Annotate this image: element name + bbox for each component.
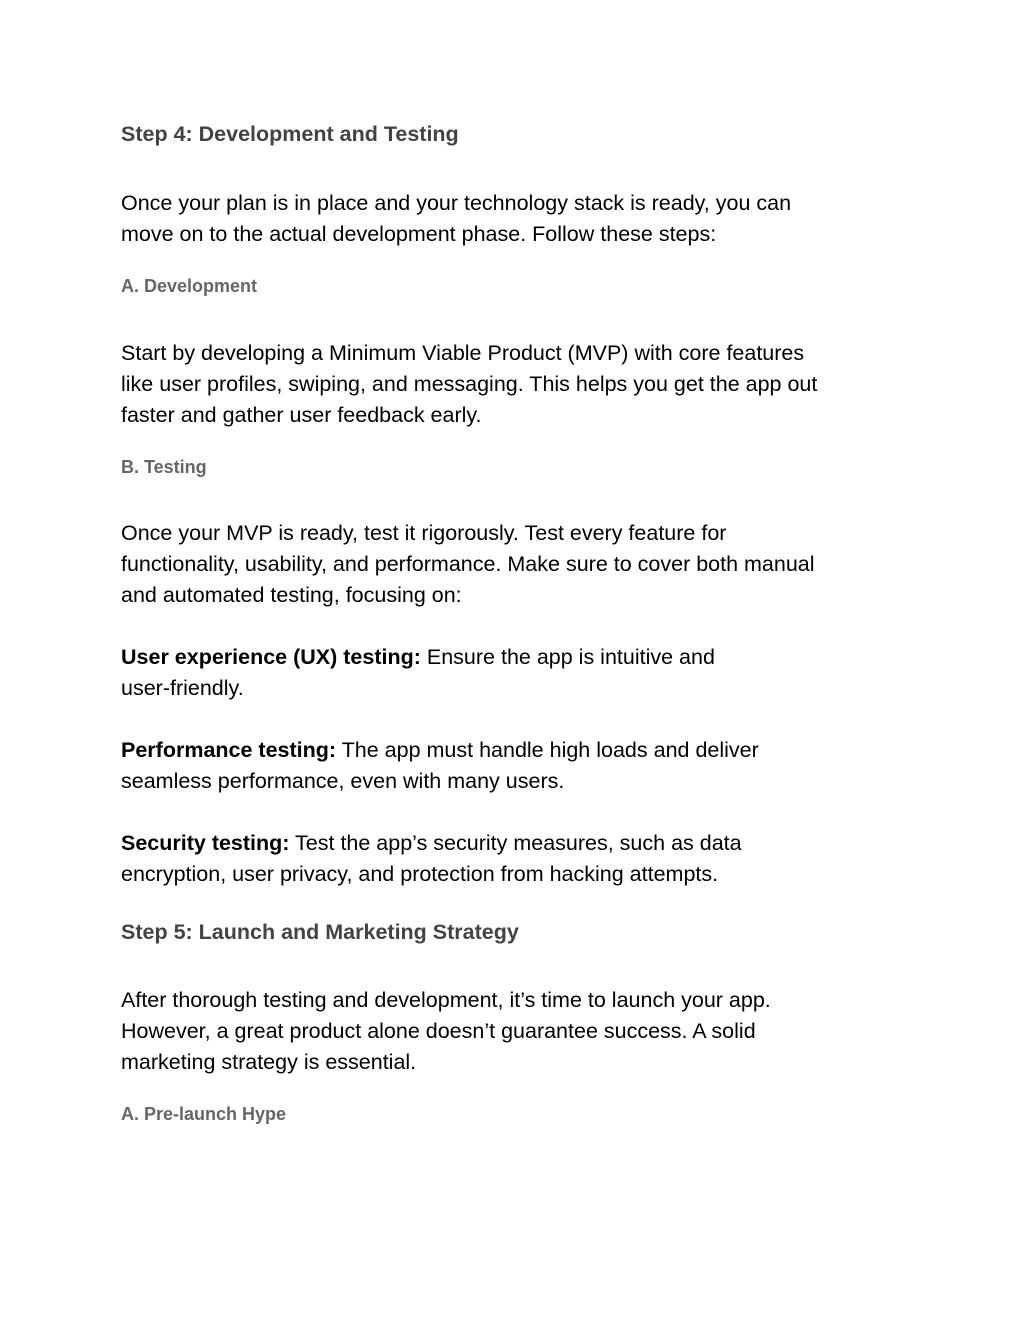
performance-testing-item xyxy=(121,735,759,797)
testing-line: functionality, usability, and performance. Make sure to cover both manual xyxy=(121,552,815,576)
step4-heading: Step 4: Development and Testing xyxy=(121,122,459,146)
performance-testing-line: seamless performance, even with many users. xyxy=(121,769,565,793)
ux-testing-text: Ensure the app is intuitive and xyxy=(420,645,715,669)
ux-testing-line: user-friendly. xyxy=(121,676,244,700)
testing-line: Once your MVP is ready, test it rigorously. Test every feature for xyxy=(121,521,727,545)
step4-intro-line: move on to the actual development phase. Follow these steps: xyxy=(121,222,717,246)
development-paragraph xyxy=(121,338,817,431)
development-heading: A. Development xyxy=(121,276,258,296)
step5-heading: Step 5: Launch and Marketing Strategy xyxy=(121,920,519,944)
testing-line: and automated testing, focusing on: xyxy=(121,583,462,607)
security-testing-item xyxy=(121,828,742,890)
ux-testing-line xyxy=(121,642,715,673)
security-testing-label: Security testing: xyxy=(121,831,290,855)
performance-testing-text: The app must handle high loads and deliver xyxy=(336,738,759,762)
step5-intro-line: After thorough testing and development, it’s time to launch your app. xyxy=(121,988,771,1012)
step5-intro-line: marketing strategy is essential. xyxy=(121,1050,417,1074)
testing-heading: B. Testing xyxy=(121,457,207,477)
development-line: Start by developing a Minimum Viable Product (MVP) with core features xyxy=(121,341,805,365)
testing-paragraph xyxy=(121,518,815,611)
performance-testing-label: Performance testing: xyxy=(121,738,337,762)
ux-testing-item xyxy=(121,642,715,704)
performance-testing-line xyxy=(121,735,759,766)
ux-testing-label: User experience (UX) testing: xyxy=(121,645,421,669)
security-testing-text: Test the app’s security measures, such as data xyxy=(289,831,742,855)
development-line: faster and gather user feedback early. xyxy=(121,403,482,427)
step5-intro-line: However, a great product alone doesn’t guarantee success. A solid xyxy=(121,1019,756,1043)
development-line: like user profiles, swiping, and messaging. This helps you get the app out xyxy=(121,372,818,396)
prelaunch-heading: A. Pre-launch Hype xyxy=(121,1104,287,1124)
step5-intro xyxy=(121,985,771,1078)
security-testing-line xyxy=(121,828,742,859)
step4-intro xyxy=(121,188,791,250)
step4-intro-line: Once your plan is in place and your technology stack is ready, you can xyxy=(121,191,792,215)
security-testing-line: encryption, user privacy, and protection from hacking attempts. xyxy=(121,862,719,886)
